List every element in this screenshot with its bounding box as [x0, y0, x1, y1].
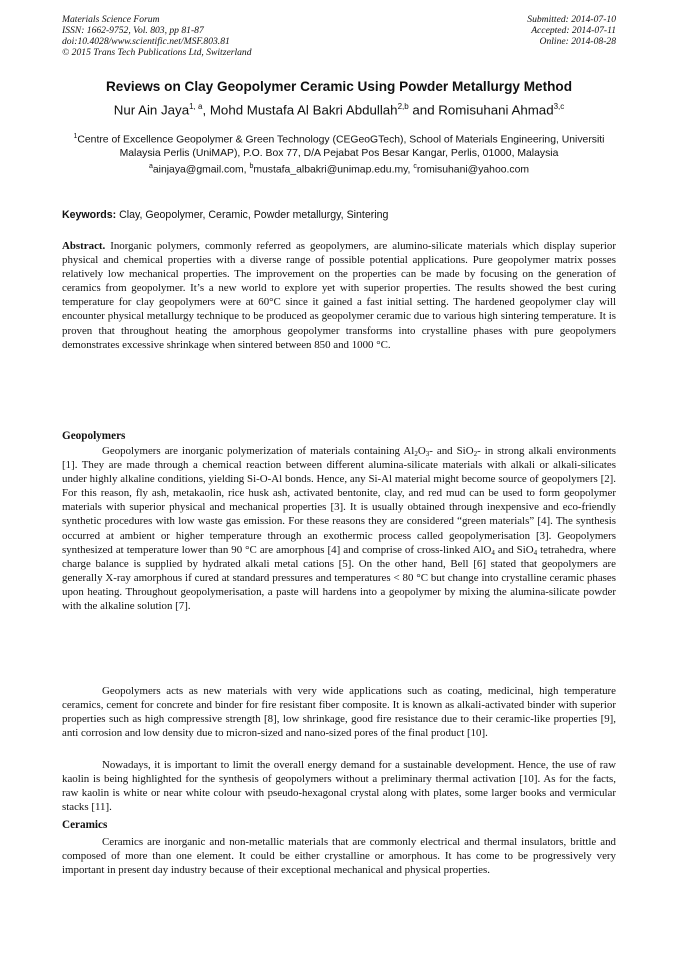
- author-list: [30, 102, 648, 117]
- affiliation-text: Centre of Excellence Geopolymer & Green Technology (CEGeoGTech), School of Materials Engineering, Universiti Malaysia Perlis (UniMAP), P.O. Box 77, D/A Pejabat Pos Besar Kangar, Perlis, 01000, Malaysia: [77, 134, 605, 159]
- abstract-text: Inorganic polymers, commonly referred as geopolymers, are alumino-silicate materials which display superior physical and chemical properties with a diverse range of possible potential applications. Pure geopolymer matrix posses relatively low mechanical properties. The improvement on the properties can be made by focusing on the generation of ceramics from geopolymer. It’s a new world to explore yet with superior properties. The results showed the best curing temperature for clay geopolymers were at 60°C since it gained a fast initial setting. The hardened geopolymer clay will encounter physical metallurgy technique to be produced as geopolymer ceramic due to various high sintering temperature. It is proven that throughout heating the amorphous geopolymer transforms into crystalline phases with pure geopolymers demonstrates excessive shrinkage when sintered between 850 and 1000 °C.: [62, 240, 616, 351]
- p1-part-f: tetrahedra, where charge balance is supplied by hydrated alkali metal cations [5]. On the other hand, Bell [6] stated that geopolymers are generally X-ray amorphous if cured at standard pressures and temperatures < 80 °C but change into crystalline ceramic phases upon heating. Throughout geopolymerisation, a paste will hardens into a geopolymer by mixing the alumina-silicate powder with the alkaline solution [7].: [62, 543, 616, 613]
- email-b-mark: b: [249, 163, 254, 171]
- affiliation-address: [62, 130, 616, 160]
- accepted-date: Accepted: 2014-07-11: [531, 25, 616, 36]
- email-b: mustafa_albakri@unimap.edu.my,: [253, 164, 414, 176]
- p1-part-d: - in strong alkali environments [1]. They are made through a chemical reaction between different alumina-silicate materials with alkali or alkali-silicates under highly alkaline conditions, yielding Si-O-Al bonds. Hence, any Si-Al material might become source of geopolymers [2]. For this reason, fly ash, metakaolin, rice husk ash, activated bentonite, clay, and red mud can be used to form geopolymer materials with superior physical and mechanical properties [3]. It is usually obtained through inexpensive and eco-friendly synthetic procedures with low waste gas emission. For these reasons they are considered “green materials” [4]. The synthesis occurred at ambient or higher temperature through an exothermic process called geopolymerisation [3]. Geopolymers synthesized at temperature lower than 90 °C are amorphous [4] and comprise of cross-linked AlO: [62, 445, 617, 556]
- author-2-affil: 2,b: [397, 102, 409, 111]
- email-a-mark: a: [148, 163, 153, 171]
- p1-sub-4: 4: [491, 548, 495, 557]
- copyright-line: © 2015 Trans Tech Publications Ltd, Switzerland: [62, 47, 252, 58]
- keywords-label: Keywords:: [62, 209, 117, 221]
- journal-name: Materials Science Forum: [62, 14, 160, 25]
- p2-text: Geopolymers acts as new materials with very wide applications such as coating, medicinal, high temperature ceramics, cement for concrete and binder for fire resistant fiber composite. It is known as alkali-activated binder with superior properties such as high compressive strength [8], low shrinkage, good fire resistance due to their ceramic-like properties [9], anti corrosion and low density due to micron-sized and nano-sized pores of the final product [10].: [62, 685, 616, 740]
- author-3: and Romisuhani Ahmad: [408, 102, 554, 118]
- author-1: Nur Ain Jaya: [113, 102, 190, 118]
- section-heading-ceramics: Ceramics: [62, 819, 108, 831]
- p1-part-b: O: [417, 445, 426, 457]
- submitted-date: Submitted: 2014-07-10: [527, 14, 616, 25]
- affiliation-number: 1: [73, 133, 78, 140]
- doi-line: doi:10.4028/www.scientific.net/MSF.803.81: [62, 36, 230, 47]
- affiliation: [62, 130, 616, 177]
- geopolymers-paragraph-3: [62, 758, 616, 814]
- p1-sub-3: 2: [473, 450, 478, 458]
- p1-sub-1: 2: [414, 450, 418, 458]
- email-a: ainjaya@gmail.com,: [152, 164, 250, 176]
- ceramics-paragraph-1: [62, 835, 616, 877]
- paper-title: Reviews on Clay Geopolymer Ceramic Using Powder Metallurgy Method: [105, 79, 573, 94]
- online-date: Online: 2014-08-28: [539, 36, 616, 47]
- section-heading-geopolymers: Geopolymers: [62, 430, 126, 442]
- p1-sub-5: 4: [533, 548, 538, 557]
- p1-sub-2: 3: [425, 450, 430, 458]
- p1-part-a: Geopolymers are inorganic polymerization of materials containing Al: [102, 445, 415, 457]
- keywords-text: Clay, Geopolymer, Ceramic, Powder metallurgy, Sintering: [116, 209, 389, 221]
- ceramics-p1-text: Ceramics are inorganic and non-metallic materials that are commonly electrical and thermal insulators, brittle and composed of more than one element. It could be either crystalline or amorphous. It has come to be progressively very important in present day industry because of their exceptional mechanical and physical properties.: [62, 836, 616, 877]
- abstract-label: Abstract.: [62, 240, 106, 252]
- submission-dates: [527, 14, 616, 47]
- author-3-affil: 3,c: [553, 102, 565, 111]
- issn-line: ISSN: 1662-9752, Vol. 803, pp 81-87: [62, 25, 204, 36]
- email-c-mark: c: [413, 163, 417, 171]
- geopolymers-paragraph-2: [62, 684, 616, 740]
- email-list: [62, 160, 616, 177]
- geopolymers-paragraph-1: [62, 444, 616, 613]
- author-1-affil: 1, a: [189, 102, 203, 111]
- p1-part-c: - and SiO: [429, 445, 474, 457]
- author-2: , Mohd Mustafa Al Bakri Abdullah: [202, 102, 398, 118]
- p3-text: Nowadays, it is important to limit the overall energy demand for a sustainable development. Hence, the use of raw kaolin is being highlighted for the synthesis of geopolymers without a preliminary thermal activation [10]. As for the facts, raw kaolin is white or near white colour with pseudo-hexagonal crystal along with plates, some larger books and vermicular stacks [11].: [62, 759, 616, 814]
- p1-part-e: and SiO: [494, 543, 534, 556]
- email-c: romisuhani@yahoo.com: [416, 164, 530, 176]
- abstract: [62, 239, 616, 352]
- keywords: [62, 209, 616, 221]
- journal-info: [62, 14, 252, 58]
